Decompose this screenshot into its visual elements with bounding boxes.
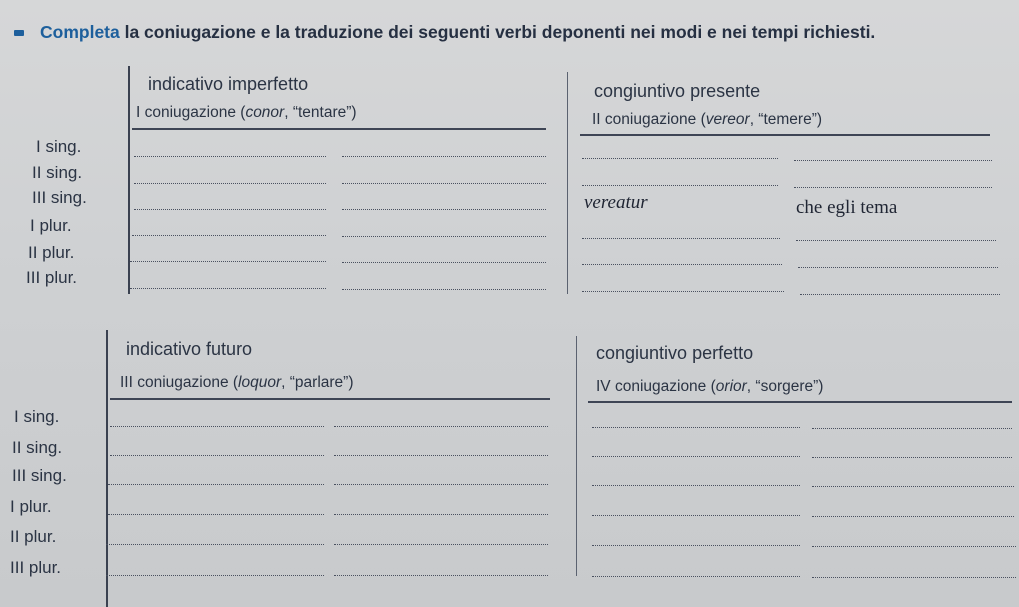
table2-left-conjugation: III coniugazione (loquor, “parlare”) [120,374,354,391]
table1-person-iii-plur: III plur. [26,268,78,287]
table2-person-ii-plur: II plur. [10,527,57,546]
t2-blank-r2-c3[interactable] [592,456,800,457]
t2-blank-r1-c3[interactable] [592,427,800,428]
t2-blank-r5-c1[interactable] [106,544,324,545]
table1-right-tense: congiuntivo presente [594,81,761,101]
t2-blank-r4-c3[interactable] [592,515,800,516]
t2-blank-r5-c2[interactable] [334,544,548,545]
t2-blank-r2-c4[interactable] [812,457,1012,458]
table2-mid-rule [576,336,577,576]
table1-person-iii-sing: III sing. [32,188,87,207]
t2-blank-r6-c3[interactable] [592,576,800,577]
table2-right-header-rule [588,401,1012,403]
table2-person-i-plur: I plur. [10,497,52,516]
instruction-body: la coniugazione e la traduzione dei seguenti verbi deponenti nei modi e nei tempi richiesti. [119,22,876,42]
t2-blank-r5-c4[interactable] [812,546,1016,547]
table2-left-tense: indicativo futuro [126,339,253,359]
t2-blank-r6-c2[interactable] [334,575,548,576]
instruction-accent-word: Completa [40,22,120,42]
t2-blank-r5-c3[interactable] [592,545,800,546]
t2-blank-r4-c4[interactable] [812,516,1014,517]
table2-person-iii-plur: III plur. [10,558,62,577]
table1-person-i-sing: I sing. [36,137,82,156]
table2-right-conjugation: IV coniugazione (orior, “sorgere”) [596,378,824,395]
table1-person-ii-sing: II sing. [32,163,83,182]
table2-left-rule [106,330,108,607]
t2-blank-r4-c1[interactable] [108,514,324,515]
table1-right-conjugation: II coniugazione (vereor, “temere”) [592,111,823,128]
table2-person-iii-sing: III sing. [12,466,67,485]
t2-blank-r3-c3[interactable] [592,485,800,486]
t2-blank-r1-c2[interactable] [334,426,548,427]
t2-blank-r6-c4[interactable] [812,577,1016,578]
t2-blank-r3-c1[interactable] [108,484,324,485]
table2-person-i-sing: I sing. [14,407,60,426]
table2-left-header-rule [110,398,550,400]
t2-blank-r4-c2[interactable] [334,514,548,515]
t2-blank-r1-c1[interactable] [110,426,324,427]
t1-answer-vereatur: vereatur [584,192,648,213]
t2-blank-r3-c4[interactable] [812,486,1014,487]
t2-blank-r1-c4[interactable] [812,428,1012,429]
table2-person-ii-sing: II sing. [12,438,63,457]
table1-person-ii-plur: II plur. [28,243,75,262]
table1-left-conjugation: I coniugazione (conor, “tentare”) [136,104,357,121]
t2-blank-r2-c2[interactable] [334,455,548,456]
table2-right-tense: congiuntivo perfetto [596,343,754,363]
table1-left-tense: indicativo imperfetto [148,74,309,94]
t2-blank-r6-c1[interactable] [106,575,324,576]
t2-blank-r2-c1[interactable] [110,455,324,456]
t2-blank-r3-c2[interactable] [334,484,548,485]
t1-answer-che-egli-tema: che egli tema [796,197,898,218]
table1-person-i-plur: I plur. [30,216,72,235]
